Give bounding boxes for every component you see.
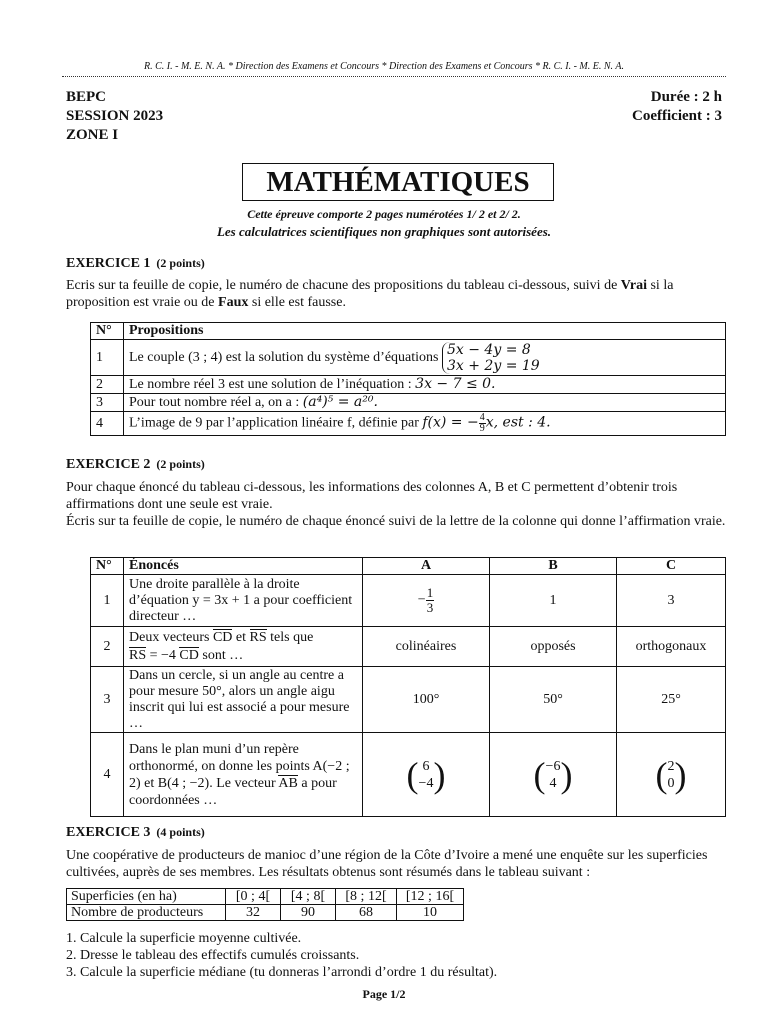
ex2-row2-a: colinéaires bbox=[363, 627, 490, 667]
ex2-row2-text-c: tels que bbox=[270, 629, 314, 645]
vector-y: 4 bbox=[549, 775, 557, 791]
ex1-faux: Faux bbox=[218, 295, 249, 310]
ex2-row2-text-b: et bbox=[235, 629, 247, 645]
ex3-title bbox=[66, 825, 205, 841]
fraction-numerator: 4 bbox=[479, 412, 485, 423]
ex2-row3-b: 50° bbox=[490, 667, 617, 733]
ex3-class-3: [8 ; 12[ bbox=[336, 889, 397, 905]
exam-info-left bbox=[66, 88, 163, 145]
ex2-row3-n: 3 bbox=[91, 667, 124, 733]
table-row bbox=[91, 627, 726, 667]
ex1-instr-a: Ecris sur ta feuille de copie, le numéro de chacune des propositions du tableau ci-dessous, suivi de bbox=[66, 278, 621, 293]
ex2-row1-b: 1 bbox=[490, 575, 617, 627]
ex1-row1-n: 1 bbox=[91, 340, 124, 376]
ex1-points: (2 points) bbox=[156, 256, 205, 270]
ex1-instructions bbox=[66, 277, 730, 311]
table-row bbox=[91, 412, 726, 436]
ex2-instructions-2: Écris sur ta feuille de copie, le numéro de chaque énoncé suivi de la lettre de la colonne qui donne l’affirmation vraie. bbox=[66, 514, 726, 529]
ex1-header-propositions: Propositions bbox=[124, 323, 726, 340]
ex3-row-label-producteurs: Nombre de producteurs bbox=[67, 905, 226, 921]
ex2-title bbox=[66, 457, 205, 473]
ex1-row4-n: 4 bbox=[91, 412, 124, 436]
ex2-row4-c bbox=[617, 733, 726, 817]
ex2-row2-text-d: sont … bbox=[198, 647, 244, 663]
table-row bbox=[67, 905, 464, 921]
ex2-row1-c: 3 bbox=[617, 575, 726, 627]
column-vector: ( 2 0 ) bbox=[655, 754, 687, 795]
ex2-title-text: EXERCICE 2 bbox=[66, 457, 151, 472]
vector-rs: RS bbox=[249, 629, 267, 645]
ex2-header-c: C bbox=[617, 558, 726, 575]
ex2-table bbox=[90, 557, 726, 817]
exam-info-right bbox=[632, 88, 722, 126]
ex2-row4-n: 4 bbox=[91, 733, 124, 817]
table-row bbox=[91, 340, 726, 376]
column-vector: ( 6 −4 ) bbox=[406, 754, 446, 795]
vector-y: −4 bbox=[418, 775, 434, 791]
institution-line: R. C. I. - M. E. N. A. * Direction des Examens et Concours * Direction des Examens et Concours * R. C. I. - M. E. N. A. bbox=[144, 61, 624, 72]
exam-name: BEPC bbox=[66, 89, 107, 105]
ex2-row4-text bbox=[124, 733, 363, 817]
ex3-count-2: 90 bbox=[281, 905, 336, 921]
ex3-table bbox=[66, 888, 464, 921]
ex2-row2-c: orthogonaux bbox=[617, 627, 726, 667]
ex1-instr-b: si la proposition est vraie ou de bbox=[66, 278, 674, 310]
ex3-title-text: EXERCICE 3 bbox=[66, 825, 151, 840]
vector-x: −6 bbox=[545, 758, 561, 774]
ex1-row1-text bbox=[124, 340, 726, 376]
exam-zone: ZONE I bbox=[66, 127, 119, 143]
vector-x: 2 bbox=[667, 758, 675, 774]
ex2-row1-text: Une droite parallèle à la droite d’équation y = 3x + 1 a pour coefficient directeur … bbox=[124, 575, 363, 627]
equation-1: 5x − 4y = 8 bbox=[447, 341, 531, 358]
table-row bbox=[91, 575, 726, 627]
ex2-row3-a: 100° bbox=[363, 667, 490, 733]
ex2-header-enonces: Énoncés bbox=[124, 558, 363, 575]
ex2-row2-b: opposés bbox=[490, 627, 617, 667]
ex1-row1-label: Le couple (3 ; 4) est la solution du système d’équations bbox=[129, 349, 439, 365]
ex3-count-4: 10 bbox=[397, 905, 464, 921]
exam-coefficient: Coefficient : 3 bbox=[632, 108, 722, 124]
ex1-row4-math-b: x, est : 4. bbox=[485, 414, 551, 431]
ex1-row3-n: 3 bbox=[91, 394, 124, 412]
table-row bbox=[91, 394, 726, 412]
vector-cd: CD bbox=[212, 629, 233, 645]
fraction bbox=[426, 586, 435, 615]
ex2-row2-eq: = −4 bbox=[146, 647, 180, 663]
ex1-title bbox=[66, 256, 205, 272]
vector-cd-2: CD bbox=[179, 647, 199, 663]
ex2-row4-text-b: a pour coordonnées … bbox=[129, 775, 337, 808]
ex2-row1-a bbox=[363, 575, 490, 627]
ex3-instructions: Une coopérative de producteurs de manioc d’une région de la Côte d’Ivoire a mené une enquête sur les superficies cultivées, auprès de ses membres. Les résultats obtenus sont résumés dans le tableau suivant : bbox=[66, 848, 708, 880]
ex2-row4-text-a: Dans le plan muni d’un repère orthonormé, on donne les points A(−2 ; 2) et B(4 ; −2). Le vecteur bbox=[129, 741, 350, 791]
equation-2: 3x + 2y = 19 bbox=[447, 357, 540, 374]
ex3-class-2: [4 ; 8[ bbox=[281, 889, 336, 905]
ex3-class-4: [12 ; 16[ bbox=[397, 889, 464, 905]
table-row bbox=[91, 733, 726, 817]
page-count-note: Cette épreuve comporte 2 pages numérotées 1/ 2 et 2/ 2. bbox=[247, 207, 521, 221]
ex3-count-3: 68 bbox=[336, 905, 397, 921]
ex2-header-n: N° bbox=[91, 558, 124, 575]
ex2-row2-text bbox=[124, 627, 363, 667]
exam-duration: Durée : 2 h bbox=[650, 89, 722, 105]
ex3-class-1: [0 ; 4[ bbox=[226, 889, 281, 905]
ex3-question-2: 2. Dresse le tableau des effectifs cumulés croissants. bbox=[66, 948, 360, 963]
ex3-points: (4 points) bbox=[156, 825, 205, 839]
ex2-row3-c: 25° bbox=[617, 667, 726, 733]
ex2-row2-text-a: Deux vecteurs bbox=[129, 629, 210, 645]
ex3-question-3: 3. Calcule la superficie médiane (tu donneras l’arrondi d’ordre 1 du résultat). bbox=[66, 965, 498, 980]
ex1-instr-c: si elle est fausse. bbox=[248, 295, 346, 310]
calculator-note: Les calculatrices scientifiques non graphiques sont autorisées. bbox=[216, 224, 552, 239]
exam-session: SESSION 2023 bbox=[66, 108, 164, 124]
equation-system bbox=[442, 342, 540, 374]
fraction bbox=[479, 413, 486, 434]
ex3-questions bbox=[66, 930, 730, 981]
page-number: Page 1/2 bbox=[362, 987, 406, 1001]
fraction-denominator: 9 bbox=[479, 423, 485, 434]
ex1-row4-text bbox=[124, 412, 726, 436]
ex1-row2-text bbox=[124, 376, 726, 394]
ex1-row3-label: Pour tout nombre réel a, on a : bbox=[129, 395, 300, 410]
column-vector: ( −6 4 ) bbox=[533, 754, 573, 795]
ex1-header-n: N° bbox=[91, 323, 124, 340]
fraction-denominator: 3 bbox=[426, 600, 434, 615]
vector-ab: AB bbox=[278, 775, 298, 791]
ex1-row2-n: 2 bbox=[91, 376, 124, 394]
ex2-row4-b bbox=[490, 733, 617, 817]
ex1-title-text: EXERCICE 1 bbox=[66, 256, 151, 271]
ex2-instructions: Pour chaque énoncé du tableau ci-dessous, les informations des colonnes A, B et C permettent d’obtenir trois affirmations dont une seule est vraie. bbox=[66, 480, 678, 512]
ex2-header-a: A bbox=[363, 558, 490, 575]
ex1-row2-label: Le nombre réel 3 est une solution de l’inéquation : bbox=[129, 377, 412, 392]
vector-rs-2: RS bbox=[129, 647, 147, 663]
ex1-row3-text bbox=[124, 394, 726, 412]
minus-sign: − bbox=[417, 592, 426, 608]
ex1-row2-math: 3x − 7 ≤ 0. bbox=[415, 376, 496, 392]
ex1-row4-label: L’image de 9 par l’application linéaire f, définie par bbox=[129, 415, 419, 431]
table-row bbox=[91, 667, 726, 733]
vector-y: 0 bbox=[667, 775, 675, 791]
ex3-question-1: 1. Calcule la superficie moyenne cultivée. bbox=[66, 931, 302, 946]
dotted-divider bbox=[62, 76, 726, 77]
ex2-points: (2 points) bbox=[156, 457, 205, 471]
ex3-row-label-superficies: Superficies (en ha) bbox=[67, 889, 226, 905]
ex2-header-b: B bbox=[490, 558, 617, 575]
fraction-numerator: 1 bbox=[426, 585, 434, 600]
ex1-row3-math: (a⁴)⁵ = a²⁰. bbox=[302, 394, 378, 410]
ex1-table bbox=[90, 322, 726, 436]
ex2-row2-n: 2 bbox=[91, 627, 124, 667]
subject-title: MATHÉMATIQUES bbox=[242, 163, 554, 201]
ex3-count-1: 32 bbox=[226, 905, 281, 921]
vector-x: 6 bbox=[422, 758, 430, 774]
ex1-vrai: Vrai bbox=[620, 278, 647, 293]
table-row bbox=[67, 889, 464, 905]
table-row bbox=[91, 376, 726, 394]
ex2-row1-n: 1 bbox=[91, 575, 124, 627]
ex1-row4-math-a: f(x) = − bbox=[422, 414, 479, 431]
ex2-row4-a bbox=[363, 733, 490, 817]
ex2-row3-text: Dans un cercle, si un angle au centre a pour mesure 50°, alors un angle aigu inscrit qui lui est associé a pour mesure … bbox=[124, 667, 363, 733]
